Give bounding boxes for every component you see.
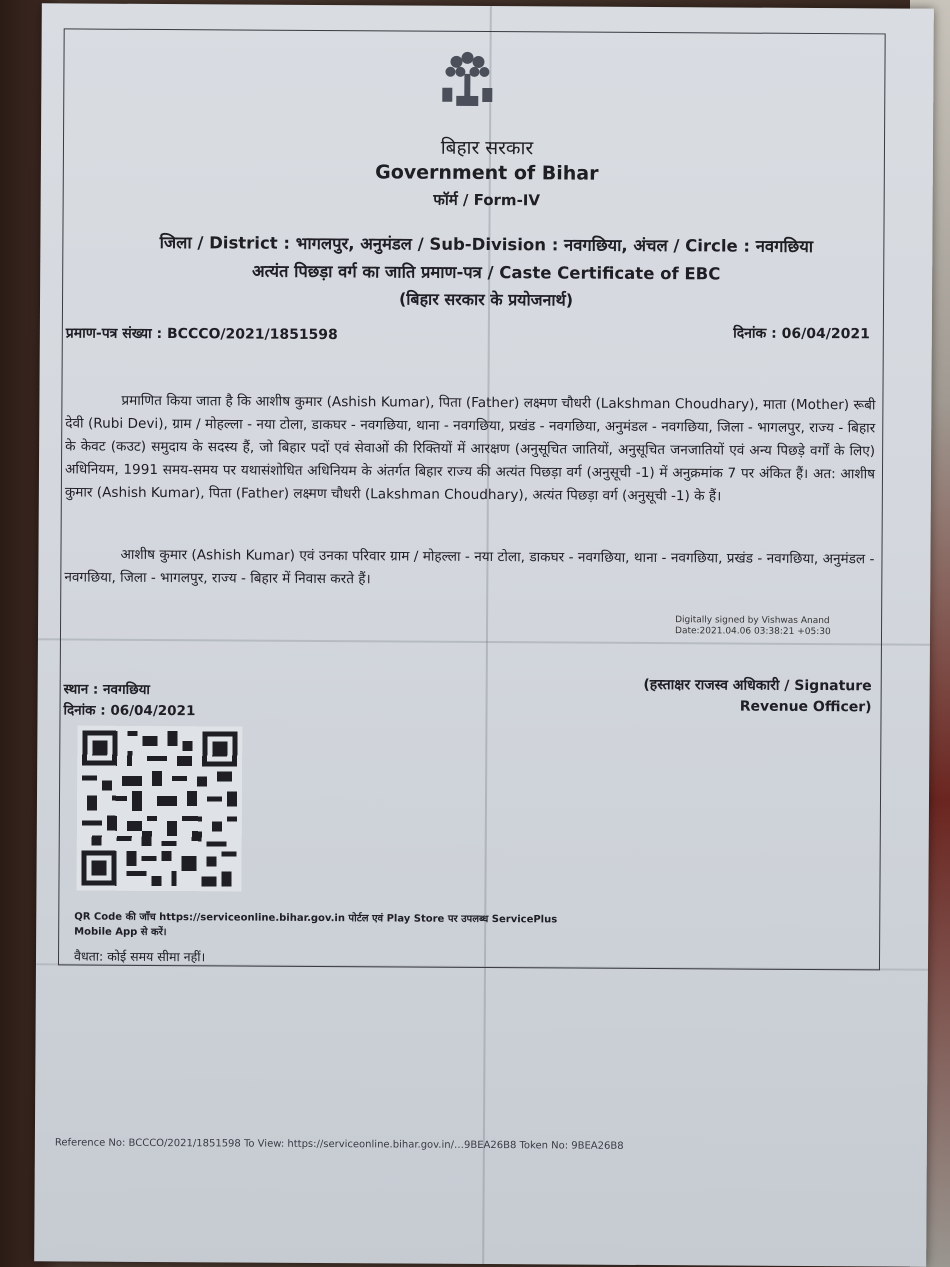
place-label: स्थान : नवगछिया xyxy=(63,681,150,698)
qr-code-icon xyxy=(76,726,242,892)
certification-paragraph: प्रमाणित किया जाता है कि आशीष कुमार (Ashish Kumar), पिता (Father) लक्ष्मण चौधरी (Lakshman Choudhary), माता (Mother) रूबी देवी (Rubi Devi), ग्राम / मोहल्ला - नया टोला, डाकघर - नवगछिया, थाना - नवगछिया, प्रखंड - नवगछिया, अनुमंडल - नवगछिया, जिला - भागलपुर, राज्य - बिहार के केवट (कउट) समुदाय के सदस्य हैं, जो बिहार पदों एवं सेवाओं की रिक्तियों में आरक्षण (अनुसूचित जातियों, अनुसूचित जनजातियों एवं अन्य पिछड़े वर्गों के लिए) अधिनियम, 1991 समय-समय पर यथासंशोधित अधिनियम के अंतर्गत बिहार राज्य की अत्यंत पिछड़ा वर्ग (अनुसूची -1) में अनुक्रमांक 7 पर अंकित हैं। अत: आशीष कुमार (Ashish Kumar), पिता (Father) लक्ष्मण चौधरी (Lakshman Choudhary), अत्यंत पिछड़ा वर्ग (अनुसूची -1) के हैं। xyxy=(64,392,876,505)
digital-signature-date: Date:2021.04.06 03:38:21 +05:30 xyxy=(674,626,831,638)
signature-label-line2: Revenue Officer) xyxy=(739,698,872,716)
bihar-emblem-icon xyxy=(436,44,498,114)
validity-note: वैधता: कोई समय सीमा नहीं। xyxy=(73,948,206,965)
title-english: Government of Bihar xyxy=(375,161,599,185)
qr-verification-note: QR Code की जाँच https://serviceonline.bihar.gov.in पोर्टल एवं Play Store पर उपलब्ध ServicePlus Mobile App से करें। xyxy=(74,911,558,939)
purpose-line: (बिहार सरकार के प्रयोजनार्थ) xyxy=(398,289,574,310)
place-date-block xyxy=(63,679,195,722)
digital-signature-name: Digitally signed by Vishwas Anand xyxy=(675,615,830,627)
issue-date: दिनांक : 06/04/2021 xyxy=(63,702,196,720)
signature-label-line1: (हस्ताक्षर राजस्व अधिकारी / Signature xyxy=(643,676,872,695)
certificate-number: प्रमाण-पत्र संख्या : BCCCO/2021/1851598 xyxy=(65,325,338,344)
digital-signature xyxy=(675,615,831,638)
title-hindi: बिहार सरकार xyxy=(440,136,534,160)
form-label: फॉर्म / Form-IV xyxy=(433,190,541,210)
certificate-paper xyxy=(34,3,934,1266)
certificate-title: अत्यंत पिछड़ा वर्ग का जाति प्रमाण-पत्र / Caste Certificate of EBC xyxy=(251,261,721,284)
district-line: जिला / District : भागलपुर, अनुमंडल / Sub-Division : नवगछिया, अंचल / Circle : नवगछिया xyxy=(159,233,814,257)
signature-block xyxy=(643,675,872,718)
residence-paragraph: आशीष कुमार (Ashish Kumar) एवं उनका परिवार ग्राम / मोहल्ला - नया टोला, डाकघर - नवगछिया, थाना - नवगछिया, प्रखंड - नवगछिया, अनुमंडल - नवगछिया, जिला - भागलपुर, राज्य - बिहार में निवास करते हैं। xyxy=(64,546,875,588)
reference-line: Reference No: BCCCO/2021/1851598 To View: https://serviceonline.bihar.gov.in/…9BEA26B8 Token No: 9BEA26B8 xyxy=(54,1137,624,1152)
certificate-date: दिनांक : 06/04/2021 xyxy=(733,325,870,343)
